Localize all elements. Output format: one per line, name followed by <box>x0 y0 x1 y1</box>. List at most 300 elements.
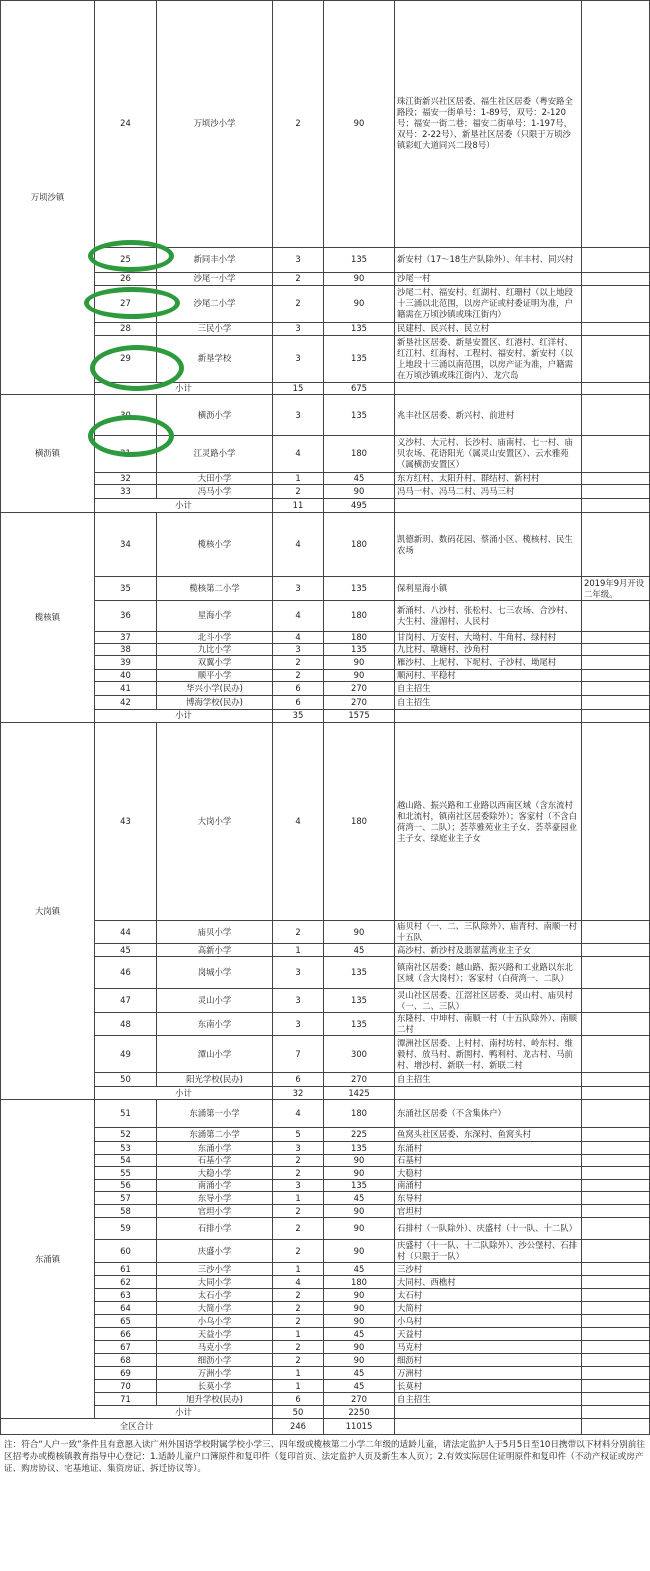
remark <box>582 681 650 695</box>
class-count: 3 <box>273 247 324 272</box>
catchment-area: 九比村、墩塘村、沙角村 <box>395 643 582 655</box>
enrollment-quota: 135 <box>324 1013 395 1036</box>
subtotal-label: 小计 <box>95 1087 273 1100</box>
catchment-area: 庆盛村（十一队、十二队除外）、沙公堡村、石排村（只限于一队） <box>395 1240 582 1263</box>
catchment-area: 鱼窝头社区居委、东深村、鱼窝头村 <box>395 1128 582 1142</box>
catchment-area: 新安村（17～18生产队除外）、年丰村、同兴村 <box>395 247 582 272</box>
remark <box>582 1205 650 1218</box>
remark <box>582 695 650 709</box>
class-count: 2 <box>273 1240 324 1263</box>
catchment-area: 镇南社区居委；越山路、振兴路和工业路以东北区域（含大岗村）；客家村（白荷湾一、二队） <box>395 957 582 989</box>
catchment-area: 自主招生 <box>395 695 582 709</box>
class-count: 2 <box>273 1315 324 1328</box>
enrollment-quota: 135 <box>324 395 395 436</box>
grand-total-label: 全区合计 <box>1 1419 273 1435</box>
remark <box>582 322 650 335</box>
catchment-area: 自主招生 <box>395 1073 582 1087</box>
class-count: 6 <box>273 1393 324 1406</box>
school-name: 三民小学 <box>157 322 273 335</box>
class-count: 2 <box>273 669 324 681</box>
catchment-area: 细沥村 <box>395 1354 582 1367</box>
subtotal-row <box>1 1406 650 1419</box>
enrollment-quota: 180 <box>324 513 395 577</box>
remark <box>582 1367 650 1380</box>
remark <box>582 1263 650 1276</box>
remark <box>582 921 650 944</box>
remark <box>582 1013 650 1036</box>
subtotal-label: 小计 <box>95 382 273 394</box>
table-row <box>1 484 650 498</box>
remark <box>582 1341 650 1354</box>
enrollment-quota: 180 <box>324 1100 395 1128</box>
catchment-area: 大简村 <box>395 1302 582 1315</box>
table-row <box>1 1100 650 1128</box>
table-row <box>1 1073 650 1087</box>
row-number: 49 <box>95 1036 157 1073</box>
enrollment-quota: 90 <box>324 1302 395 1315</box>
class-count: 3 <box>273 1180 324 1192</box>
table-row <box>1 272 650 285</box>
catchment-area: 灵山社区居委、江滘社区居委、灵山村、庙贝村（一、二、三队） <box>395 989 582 1013</box>
remark <box>582 1289 650 1302</box>
row-number: 38 <box>95 643 157 655</box>
enrollment-quota: 135 <box>324 643 395 655</box>
class-count: 2 <box>273 272 324 285</box>
school-name: 江灵路小学 <box>157 436 273 472</box>
table-row <box>1 472 650 484</box>
catchment-area: 珠江街新兴社区居委、福生社区居委（粤安路全路段；福安一街单号：1-89号，双号：2-120号；福安一街二巷；福安二街单号：1-197号，双号：2-22号）、新垦社区居委（只限于万顷沙镇彩虹大道同兴二段8号） <box>395 1 582 248</box>
catchment-area: 东涌社区居委（不含集体户） <box>395 1100 582 1128</box>
catchment-area: 长莫村 <box>395 1380 582 1393</box>
row-number: 47 <box>95 989 157 1013</box>
table-row <box>1 1315 650 1328</box>
catchment-area: 三沙村 <box>395 1263 582 1276</box>
remark: 2019年9月开设二年级。 <box>582 577 650 601</box>
subtotal-quota: 675 <box>324 382 395 394</box>
subtotal-classes: 15 <box>273 382 324 394</box>
table-row <box>1 1289 650 1302</box>
table-row <box>1 1393 650 1406</box>
school-name: 九比小学 <box>157 643 273 655</box>
enrollment-quota: 90 <box>324 1240 395 1263</box>
remark <box>582 669 650 681</box>
school-name: 三沙小学 <box>157 1263 273 1276</box>
table-row <box>1 1276 650 1289</box>
subtotal-remark <box>582 382 650 394</box>
subtotal-remark <box>582 498 650 512</box>
row-number: 26 <box>95 272 157 285</box>
enrollment-quota: 135 <box>324 1180 395 1192</box>
enrollment-quota: 90 <box>324 1341 395 1354</box>
catchment-area: 太石村 <box>395 1289 582 1302</box>
enrollment-quota: 90 <box>324 1315 395 1328</box>
row-number: 41 <box>95 681 157 695</box>
class-count: 3 <box>273 335 324 382</box>
enrollment-quota: 225 <box>324 1128 395 1142</box>
remark <box>582 1 650 248</box>
school-name: 榄核小学 <box>157 513 273 577</box>
catchment-area: 石排村（一队除外）、庆盛村（十一队、十二队） <box>395 1218 582 1240</box>
subtotal-area <box>395 1406 582 1419</box>
remark <box>582 1354 650 1367</box>
catchment-area: 沙尾二村、福安村、红湖村、红珊村（以上地段十三涌以北范围，以房产证或村委证明为准，户籍需在万顷沙镇或珠江街内） <box>395 285 582 322</box>
remark <box>582 1218 650 1240</box>
highlight-ring-25 <box>88 240 174 272</box>
class-count: 1 <box>273 472 324 484</box>
catchment-area: 庙贝村（一、二、三队除外）、庙青村、南顺一村十五队 <box>395 921 582 944</box>
class-count: 4 <box>273 601 324 631</box>
remark <box>582 989 650 1013</box>
catchment-area: 东涌村 <box>395 1142 582 1155</box>
remark <box>582 643 650 655</box>
table-row <box>1 1367 650 1380</box>
catchment-area: 新涌村、八沙村、张松村、七三农场、合沙村、大生村、湴湄村、人民村 <box>395 601 582 631</box>
class-count: 4 <box>273 1276 324 1289</box>
table-row <box>1 1167 650 1180</box>
remark <box>582 1380 650 1393</box>
class-count: 2 <box>273 1302 324 1315</box>
school-name: 博海学校(民办) <box>157 695 273 709</box>
catchment-area: 高沙村、新沙村及翡翠蓝湾业主子女 <box>395 944 582 957</box>
catchment-area: 越山路、振兴路和工业路以西南区域（含东流村和北流村，镇南社区居委除外）；客家村（不含白荷湾一、二队）；荟萃雅苑业主子女、荟萃豪园业主子女、绿庭业主子女 <box>395 723 582 921</box>
remark <box>582 335 650 382</box>
remark <box>582 1100 650 1128</box>
school-name: 大岗小学 <box>157 723 273 921</box>
remark <box>582 1276 650 1289</box>
row-number: 61 <box>95 1263 157 1276</box>
row-number: 59 <box>95 1218 157 1240</box>
table-row <box>1 1380 650 1393</box>
school-name: 东南小学 <box>157 1013 273 1036</box>
catchment-area: 天益村 <box>395 1328 582 1341</box>
highlight-ring-29 <box>90 345 184 391</box>
town-cell: 东涌镇 <box>1 1100 95 1419</box>
subtotal-quota: 1575 <box>324 709 395 722</box>
class-count: 2 <box>273 484 324 498</box>
class-count: 5 <box>273 1128 324 1142</box>
remark <box>582 513 650 577</box>
row-number: 27 <box>95 285 157 322</box>
row-number: 56 <box>95 1180 157 1192</box>
row-number: 32 <box>95 472 157 484</box>
subtotal-classes: 50 <box>273 1406 324 1419</box>
class-count: 2 <box>273 1289 324 1302</box>
row-number: 52 <box>95 1128 157 1142</box>
table-row <box>1 631 650 643</box>
class-count: 2 <box>273 1167 324 1180</box>
remark <box>582 1240 650 1263</box>
row-number: 24 <box>95 1 157 248</box>
enrollment-quota: 90 <box>324 669 395 681</box>
school-name: 华兴小学(民办) <box>157 681 273 695</box>
catchment-area: 甘岗村、万安村、大坳村、牛角村、绿村村 <box>395 631 582 643</box>
school-name: 大稳小学 <box>157 1167 273 1180</box>
enrollment-quota: 180 <box>324 1276 395 1289</box>
catchment-area: 马克村 <box>395 1341 582 1354</box>
school-name: 细沥小学 <box>157 1354 273 1367</box>
school-name: 小乌小学 <box>157 1315 273 1328</box>
class-count: 3 <box>273 322 324 335</box>
table-row <box>1 513 650 577</box>
remark <box>582 1328 650 1341</box>
enrollment-quota: 90 <box>324 1289 395 1302</box>
row-number: 55 <box>95 1167 157 1180</box>
class-count: 1 <box>273 1263 324 1276</box>
table-row <box>1 989 650 1013</box>
school-name: 万顷沙小学 <box>157 1 273 248</box>
school-name: 庆盛小学 <box>157 1240 273 1263</box>
class-count: 3 <box>273 989 324 1013</box>
table-row <box>1 1128 650 1142</box>
enrollment-quota: 135 <box>324 1142 395 1155</box>
enrollment-quota: 180 <box>324 436 395 472</box>
subtotal-classes: 35 <box>273 709 324 722</box>
row-number: 33 <box>95 484 157 498</box>
school-name: 灵山小学 <box>157 989 273 1013</box>
row-number: 65 <box>95 1315 157 1328</box>
school-name: 榄核第二小学 <box>157 577 273 601</box>
class-count: 6 <box>273 695 324 709</box>
row-number: 68 <box>95 1354 157 1367</box>
row-number: 50 <box>95 1073 157 1087</box>
catchment-area: 大稳村 <box>395 1167 582 1180</box>
grand-total-quota: 11015 <box>324 1419 395 1435</box>
table-row <box>1 1263 650 1276</box>
enrollment-quota: 45 <box>324 1367 395 1380</box>
class-count: 2 <box>273 1205 324 1218</box>
class-count: 2 <box>273 921 324 944</box>
school-name: 沙尾一小学 <box>157 272 273 285</box>
enrollment-quota: 135 <box>324 247 395 272</box>
enrollment-quota: 135 <box>324 577 395 601</box>
enrollment-quota: 135 <box>324 322 395 335</box>
row-number: 28 <box>95 322 157 335</box>
class-count: 6 <box>273 1073 324 1087</box>
highlight-ring-30 <box>88 415 174 457</box>
subtotal-classes: 11 <box>273 498 324 512</box>
row-number: 37 <box>95 631 157 643</box>
remark <box>582 1192 650 1205</box>
class-count: 1 <box>273 1380 324 1393</box>
enrollment-quota: 180 <box>324 631 395 643</box>
class-count: 7 <box>273 1036 324 1073</box>
row-number: 54 <box>95 1155 157 1167</box>
class-count: 3 <box>273 957 324 989</box>
row-number: 51 <box>95 1100 157 1128</box>
catchment-area: 大同村、西樵村 <box>395 1276 582 1289</box>
class-count: 1 <box>273 944 324 957</box>
table-row <box>1 723 650 921</box>
class-count: 2 <box>273 1354 324 1367</box>
remark <box>582 1073 650 1087</box>
row-number: 43 <box>95 723 157 921</box>
class-count: 1 <box>273 1367 324 1380</box>
enrollment-quota: 90 <box>324 484 395 498</box>
subtotal-quota: 1425 <box>324 1087 395 1100</box>
class-count: 2 <box>273 1 324 248</box>
catchment-area: 沙尾一村 <box>395 272 582 285</box>
school-name: 大同小学 <box>157 1276 273 1289</box>
school-name: 官坦小学 <box>157 1205 273 1218</box>
school-name: 顺平小学 <box>157 669 273 681</box>
row-number: 66 <box>95 1328 157 1341</box>
table-row <box>1 1142 650 1155</box>
enrollment-quota: 90 <box>324 1218 395 1240</box>
school-name: 南涌小学 <box>157 1180 273 1192</box>
enrollment-quota: 45 <box>324 1263 395 1276</box>
row-number: 58 <box>95 1205 157 1218</box>
grand-total-remark <box>582 1419 650 1435</box>
catchment-area: 顺河村、平稳村 <box>395 669 582 681</box>
enrollment-quota: 270 <box>324 695 395 709</box>
enrollment-quota: 300 <box>324 1036 395 1073</box>
catchment-area: 自主招生 <box>395 681 582 695</box>
remark <box>582 1180 650 1192</box>
catchment-area: 万洲村 <box>395 1367 582 1380</box>
catchment-area: 东方红村、太阳升村、群结村、新村村 <box>395 472 582 484</box>
table-row <box>1 1218 650 1240</box>
school-name: 旭升学校(民办) <box>157 1393 273 1406</box>
school-name: 沙尾二小学 <box>157 285 273 322</box>
table-row <box>1 957 650 989</box>
table-row <box>1 601 650 631</box>
class-count: 3 <box>273 643 324 655</box>
class-count: 4 <box>273 436 324 472</box>
row-number: 44 <box>95 921 157 944</box>
subtotal-remark <box>582 709 650 722</box>
table-row <box>1 1036 650 1073</box>
class-count: 2 <box>273 1155 324 1167</box>
grand-total-classes: 246 <box>273 1419 324 1435</box>
class-count: 3 <box>273 395 324 436</box>
class-count: 1 <box>273 1192 324 1205</box>
class-count: 3 <box>273 1142 324 1155</box>
catchment-area: 民建村、民兴村、民立村 <box>395 322 582 335</box>
enrollment-quota: 90 <box>324 1354 395 1367</box>
table-row <box>1 921 650 944</box>
grand-total-area <box>395 1419 582 1435</box>
subtotal-quota: 2250 <box>324 1406 395 1419</box>
school-name: 高新小学 <box>157 944 273 957</box>
remark <box>582 944 650 957</box>
catchment-area: 冯马一村、冯马二村、冯马三村 <box>395 484 582 498</box>
remark <box>582 655 650 669</box>
catchment-area: 新垦社区居委、新垦安置区、红港村、红洋村、红江村、红海村、工程村、福安村、新安村（以上地段十三涌以南范围，以房产证为准，户籍需在万顷沙镇或珠江街内）、龙穴岛 <box>395 335 582 382</box>
table-body <box>1 1 650 1435</box>
row-number: 36 <box>95 601 157 631</box>
row-number: 45 <box>95 944 157 957</box>
row-number: 70 <box>95 1380 157 1393</box>
highlight-ring-27 <box>84 287 180 319</box>
row-number: 64 <box>95 1302 157 1315</box>
table-row <box>1 1180 650 1192</box>
remark <box>582 1167 650 1180</box>
school-name: 天益小学 <box>157 1328 273 1341</box>
subtotal-remark <box>582 1087 650 1100</box>
remark <box>582 272 650 285</box>
row-number: 42 <box>95 695 157 709</box>
subtotal-row <box>1 709 650 722</box>
row-number: 57 <box>95 1192 157 1205</box>
row-number: 34 <box>95 513 157 577</box>
subtotal-label: 小计 <box>95 709 273 722</box>
school-name: 新同丰小学 <box>157 247 273 272</box>
town-cell: 万顷沙镇 <box>1 1 95 395</box>
enrollment-quota: 45 <box>324 944 395 957</box>
school-name: 石排小学 <box>157 1218 273 1240</box>
subtotal-area <box>395 382 582 394</box>
school-name: 阳光学校(民办) <box>157 1073 273 1087</box>
school-name: 星海小学 <box>157 601 273 631</box>
table-row <box>1 655 650 669</box>
enrollment-quota: 90 <box>324 1167 395 1180</box>
class-count: 2 <box>273 1218 324 1240</box>
class-count: 3 <box>273 577 324 601</box>
school-name: 东涌第一小学 <box>157 1100 273 1128</box>
row-number: 71 <box>95 1393 157 1406</box>
table-row <box>1 1328 650 1341</box>
table-row <box>1 643 650 655</box>
remark <box>582 472 650 484</box>
catchment-area: 东导村 <box>395 1192 582 1205</box>
footnote: 注：符合“人户一致”条件且有意愿入读广州外国语学校附属学校小学三、四年级或榄核第二小学二年级的适龄儿童，请法定监护人于5月5日至10日携带以下材料分别前往区招考办或榄核镇教育指导中心登记：1.适龄儿童户口簿原件和复印件（复印首页、法定监护人页及新生本人页）；2.有效实际居住证明原件和复印件（不动产权证或房产证、购房协议、宅基地证、集资房证、拆迁协议等）。 <box>4 1440 645 1474</box>
subtotal-classes: 32 <box>273 1087 324 1100</box>
catchment-area: 潭洲社区居委、上村村、南村坊村、岭东村、维毅村、放马村、新围村、鸭利村、龙古村、马前村、增沙村、新联一村、新联二村 <box>395 1036 582 1073</box>
remark <box>582 723 650 921</box>
enrollment-quota: 90 <box>324 285 395 322</box>
row-number: 53 <box>95 1142 157 1155</box>
remark <box>582 1036 650 1073</box>
town-cell: 榄核镇 <box>1 513 95 723</box>
town-cell: 横沥镇 <box>1 395 95 513</box>
school-name: 岗城小学 <box>157 957 273 989</box>
table-row <box>1 944 650 957</box>
table-row <box>1 1341 650 1354</box>
class-count: 2 <box>273 285 324 322</box>
class-count: 1 <box>273 1328 324 1341</box>
subtotal-row <box>1 1087 650 1100</box>
table-row <box>1 1354 650 1367</box>
school-name: 太石小学 <box>157 1289 273 1302</box>
remark <box>582 1393 650 1406</box>
class-count: 6 <box>273 681 324 695</box>
school-name: 石基小学 <box>157 1155 273 1167</box>
enrollment-quota: 135 <box>324 989 395 1013</box>
enrollment-quota: 270 <box>324 1073 395 1087</box>
table-row <box>1 1240 650 1263</box>
row-number: 48 <box>95 1013 157 1036</box>
enrollment-quota: 90 <box>324 655 395 669</box>
remark <box>582 1315 650 1328</box>
remark <box>582 247 650 272</box>
table-row <box>1 1 650 248</box>
school-name: 冯马小学 <box>157 484 273 498</box>
row-number: 35 <box>95 577 157 601</box>
remark <box>582 285 650 322</box>
enrollment-quota: 90 <box>324 921 395 944</box>
row-number: 63 <box>95 1289 157 1302</box>
table-row <box>1 1192 650 1205</box>
row-number: 67 <box>95 1341 157 1354</box>
school-name: 横沥小学 <box>157 395 273 436</box>
row-number: 69 <box>95 1367 157 1380</box>
table-row <box>1 322 650 335</box>
subtotal-area <box>395 709 582 722</box>
enrollment-quota: 90 <box>324 1205 395 1218</box>
remark <box>582 631 650 643</box>
enrollment-quota: 180 <box>324 723 395 921</box>
table-row <box>1 1302 650 1315</box>
